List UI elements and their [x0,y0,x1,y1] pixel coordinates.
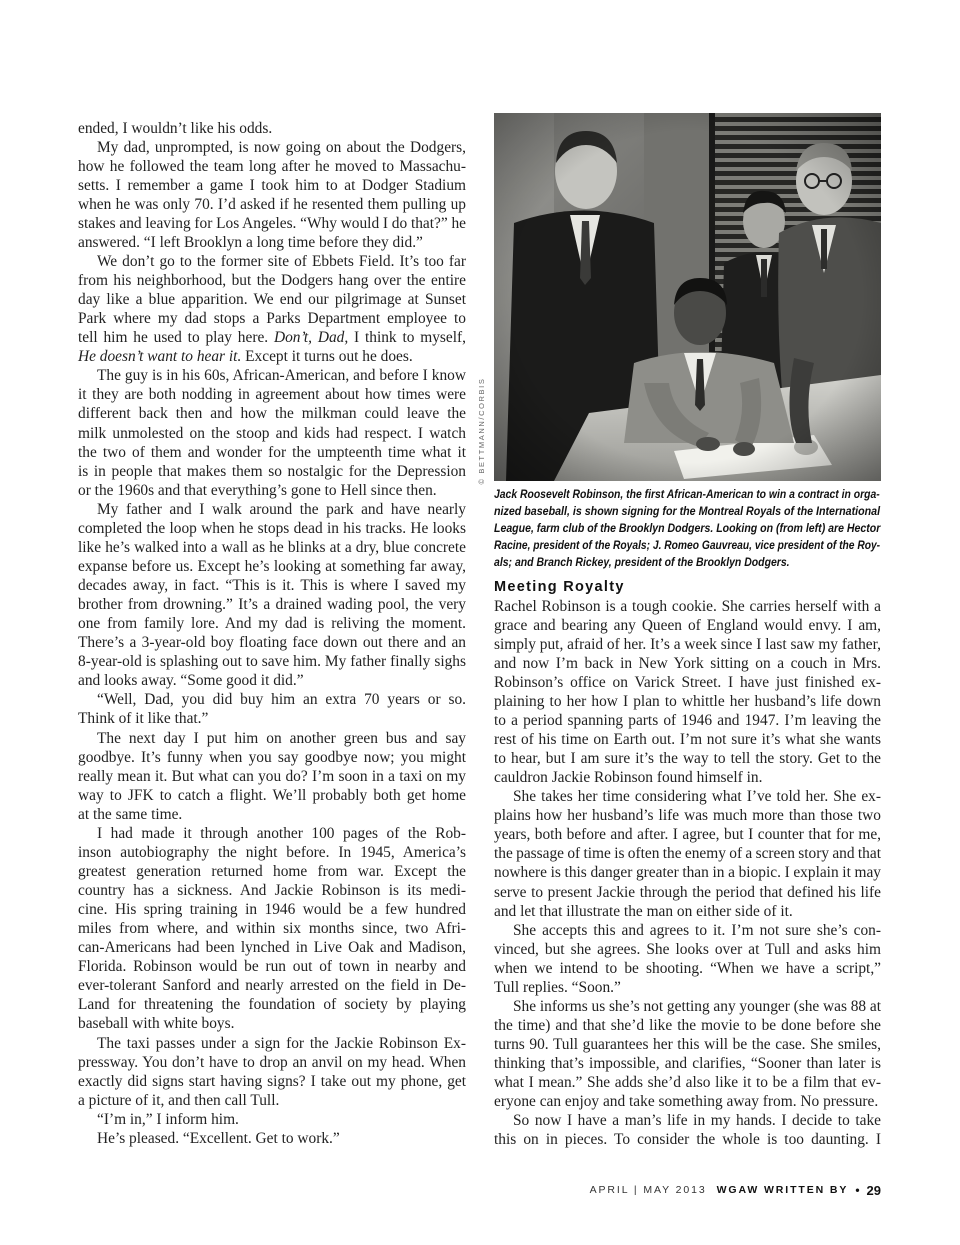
line-text: really mean it. But what can you do? I’m soon in a taxi on my [78,767,466,785]
line-text: country has a sickness. And Jackie Robinson is its medi- [78,882,466,899]
photo-robinson-contract-signing [494,113,881,481]
line-text: plaining to her how I plan to whittle her husband’s life down [494,692,881,710]
line-text: when we intend to be shooting. “When we have a script,” [494,959,881,977]
line-text: My father and I walk around the park and have nearly [97,500,466,518]
line-text: and let that illustrate the man on either side of it. [494,902,793,920]
text-line [78,709,466,728]
paragraph [78,500,466,691]
line-text: rest of his time on Earth out. I’m not sure it’s what she wants [494,731,881,748]
bullet-separator: • [855,1183,860,1197]
line-text: Tull replies. “Soon.” [494,978,621,996]
text-line [494,1073,881,1092]
text-line [78,214,466,233]
caption-text: Racine, president of the Royals; J. Romeo Gauvreau, vice president of the Roy- [494,537,881,552]
text-line [78,652,466,671]
left-column [78,119,466,1148]
text-line [78,633,466,652]
text-line [78,119,466,138]
caption-line [494,520,881,537]
line-text: Rachel Robinson is a tough cookie. She carries herself with a [494,597,881,615]
text-line [78,1091,466,1110]
text-line [78,671,466,690]
paragraph [78,366,466,499]
text-line [494,1111,881,1130]
line-text: Land for threatening the foundation of society by playing [78,996,466,1014]
text-line [78,729,466,748]
paragraph [78,1129,466,1148]
line-text: We don’t go to the former site of Ebbets Field. It’s too far [97,252,466,270]
line-text: or the 1960s and that everything’s gone to Hell since then. [78,481,437,499]
line-text [78,329,466,346]
text-line [78,481,466,500]
page-footer [590,1182,881,1198]
text-line [78,347,466,366]
issue-date: APRIL | MAY 2013 [589,1184,707,1196]
text-line [78,805,466,824]
text-line [494,806,881,825]
line-text: 8-year-old is splashing out to save him. My father finally sighs [78,653,466,671]
text-line [78,881,466,900]
paragraph [494,787,881,920]
caption-text: als; and Branch Rickey, president of the Brooklyn Dodgers. [494,554,790,569]
text-line [78,557,466,576]
text-line [78,786,466,805]
line-text: turns 90. Tull guarantees her this will be the case. She smiles, [494,1036,881,1053]
line-text: decades away, in fact. “This is it. This is where I saved my [78,577,466,594]
text-line [494,863,881,882]
text-line [494,940,881,959]
text-line [78,900,466,919]
italic-text: Don’t, Dad, [273,329,349,347]
line-text: ended, I wouldn’t like his odds. [78,119,273,137]
text-line [494,883,881,902]
text-line [78,385,466,404]
text-line [78,824,466,843]
text-line [494,730,881,749]
paragraph [78,252,466,366]
paragraph [78,729,466,824]
line-text: stakes and leaving for Los Angeles. “Why would I do that?” he [78,214,466,232]
line-text: different back then and how the milkman could leave the [78,405,466,423]
right-column-body [494,597,881,1150]
text-line [78,309,466,328]
line-text: He’s pleased. “Excellent. Get to work.” [97,1129,340,1147]
line-text: it they are both nodding in agreement about how times were [78,386,466,404]
text-line [78,404,466,423]
line-text: what I mean.” She adds she’d also like it to be a film that ev- [494,1074,881,1092]
page-number: 29 [866,1182,881,1198]
text-line [78,995,466,1014]
text-line [494,1130,881,1149]
line-text: eryone can enjoy and take something away from. No pressure. [494,1093,879,1111]
line-text: can-Americans had been lynched in Live Oak and Madison, [78,939,466,957]
line-text: to hear, but I am sure it’s the way to tell the story. Get to the [494,750,881,768]
line-text: The next day I put him on another green bus and say [97,729,466,747]
line-text: exactly did signs start having signs? I take out my phone, get [78,1072,466,1090]
line-text: milk unmolested on the stoop and kids had respect. I watch [78,424,466,442]
text-line [494,825,881,844]
line-text: So now I have a man’s life in my hands. I decide to take [513,1112,881,1130]
text-line [78,195,466,214]
text-line [494,1035,881,1054]
line-text: thinking that’s impossible, and clarifies, “Sooner than later is [494,1055,881,1073]
text-line [494,768,881,787]
text-line [78,862,466,881]
line-text: answered. “I left Brooklyn a long time before they did.” [78,233,423,251]
text-line [78,538,466,557]
line-text: Think of it like that.” [78,710,209,728]
line-text: My dad, unprompted, is now going on about the Dodgers, [97,138,466,156]
paragraph [78,138,466,252]
text-line [78,157,466,176]
text-line [494,1092,881,1111]
text-line [78,233,466,252]
line-text: from his neighborhood, but the Dodgers hang over the entire [78,272,466,289]
line-text: brother from drowning.” It’s a drained wading pool, the very [78,596,466,614]
text-line [78,748,466,767]
publication-name: WGAW WRITTEN BY [716,1184,849,1196]
line-text: the two of them and wonder for the umpteenth time what it [78,443,466,461]
text-line [494,844,881,863]
photo-credit: © BETTMANN/CORBIS [477,377,486,485]
line-text: a picture of it, and then call Tull. [78,1091,280,1109]
paragraph [78,1034,466,1110]
line-text: this on in pieces. To consider the whole is too daunting. I [494,1131,881,1149]
line-text: baseball with white boys. [78,1015,235,1033]
text-line [494,597,881,616]
line-text: The guy is in his 60s, African-American, and before I know [97,367,466,385]
text-line [494,616,881,635]
line-text: plains how her husband’s life was much more than those two [494,807,881,825]
paragraph [78,1110,466,1129]
paragraph [494,597,881,788]
line-text: There’s a 3-year-old boy floating face down out there and an [78,634,466,652]
text-line [494,673,881,692]
line-text: years, both before and after. I agree, but I counter that for me, [494,826,881,844]
text-line [78,1014,466,1033]
line-text: setts. I remember a game I took him to at Dodger Stadium [78,176,466,194]
caption-text: Jack Roosevelt Robinson, the first African-American to win a contract in orga- [494,486,880,501]
text-line [494,978,881,997]
text-line [494,1054,881,1073]
text-segment: tell him he used to play here. [78,329,274,347]
line-text: grace and bearing any Queen of England would envy. I am, [494,616,881,634]
paragraph [494,1111,881,1149]
text-line [78,290,466,309]
paragraph [78,119,466,138]
section-heading: Meeting Royalty [494,578,625,595]
text-line [78,614,466,633]
text-line [494,711,881,730]
right-column [494,578,881,1150]
text-line [78,1129,466,1148]
text-line [78,767,466,786]
text-line [78,1053,466,1072]
line-text: pressway. You don’t have to drop an anvil on my head. When [78,1053,466,1071]
line-text: “I’m in,” I inform him. [97,1110,239,1128]
caption-line [494,486,881,503]
text-line [494,959,881,978]
text-line [78,843,466,862]
line-text: “Well, Dad, you did buy him an extra 70 years or so. [97,691,466,709]
text-line [78,424,466,443]
line-text: She takes her time considering what I’ve told her. She ex- [513,788,881,806]
line-text: cine. His spring training in 1946 would be a few hundred [78,901,466,919]
text-line [494,787,881,806]
text-line [78,576,466,595]
line-text: one from family lore. And my dad is reliving the moment. [78,615,466,633]
line-text: way to JFK to catch a flight. We’ll probably both get home [78,786,466,804]
line-text: cauldron Jackie Robinson found himself in. [494,769,763,787]
line-text: the passage of time is often the enemy of a screen story and that [494,845,881,863]
line-text: The taxi passes under a sign for the Jackie Robinson Ex- [97,1034,466,1052]
line-text: She accepts this and agrees to it. I’m not sure she’s con- [513,921,881,939]
text-line [78,462,466,481]
line-text [78,348,413,365]
text-line [78,976,466,995]
line-text: and now I’m back in New York sitting on a couch in Mrs. [494,654,881,672]
text-line [78,595,466,614]
text-line [78,957,466,976]
caption-text: League, farm club of the Brooklyn Dodgers. Looking on (from left) are Hector [494,520,881,535]
text-line [494,692,881,711]
text-line [78,1110,466,1129]
line-text: greatest generation returned home from war. Except the [78,862,466,880]
caption-line [494,503,881,520]
line-text: how he followed the team long after he moved to Massachu- [78,157,466,175]
text-line [78,138,466,157]
text-line [78,176,466,195]
text-segment: I think to myself, [348,329,466,347]
text-line [78,919,466,938]
text-line [494,635,881,654]
line-text: Florida. Robinson would be run out of town in nearby and [78,958,466,976]
paragraph [494,997,881,1111]
paragraph [494,921,881,997]
line-text: and looks away. “Some good it did.” [78,672,304,690]
line-text: goodbye. It’s funny when you say goodbye now; you might [78,748,466,766]
text-line [494,749,881,768]
line-text: vinced, but she agrees. She looks over at Tull and asks him [494,940,881,958]
paragraph [78,690,466,728]
text-line [78,519,466,538]
text-line [494,921,881,940]
line-text: serve to present Jackie through the period that defined his life [494,883,881,901]
text-line [78,690,466,709]
text-line [494,997,881,1016]
line-text: is in people that makes them so nostalgic for the Depression [78,462,466,480]
line-text: at the same time. [78,805,183,823]
line-text: nowhere is this danger greater than in a biopic. I explain it may [494,864,881,882]
line-text: Park where my dad stops a Parks Department employee to [78,310,466,328]
line-text: completed the loop when he stops dead in his tracks. He looks [78,519,466,537]
photo-caption [494,486,881,571]
text-line [78,500,466,519]
line-text: like he’s walked into a wall as he blinks at a dry, blue concrete [78,538,466,556]
paragraph [78,824,466,1034]
line-text: ever-tolerant Sanford and nearly arrested on the field in De- [78,977,466,995]
text-line [494,1016,881,1035]
photo-image [494,113,881,481]
text-line [78,328,466,347]
italic-text: He doesn’t want to hear it. [78,348,242,366]
caption-line [494,554,881,571]
caption-text: nized baseball, is shown signing for the Montreal Royals of the International [494,503,881,518]
text-line [78,1072,466,1091]
line-text: She informs us she’s not getting any younger (she was 88 at [513,997,881,1015]
text-line [78,366,466,385]
line-text: inson autobiography the night before. In 1945, America’s [78,843,466,861]
text-line [78,271,466,290]
line-text: to a period spanning parts of 1946 and 1947. I’m leaving the [494,711,881,729]
caption-line [494,537,881,554]
line-text: Robinson’s office on Varick Street. I have just finished ex- [494,673,881,691]
line-text: miles from where, and within six months since, two Afri- [78,920,466,938]
line-text: simply put, afraid of her. It’s a week since I last saw my father, [494,635,881,653]
line-text: I had made it through another 100 pages of the Rob- [97,824,466,842]
text-segment: Except it turns out he does. [241,348,413,366]
line-text: day like a blue apparition. We end our pilgrimage at Sunset [78,291,466,309]
text-line [494,902,881,921]
text-line [78,1034,466,1053]
line-text: the time) and that she’d like the movie to be done before she [494,1016,881,1034]
text-line [78,443,466,462]
text-line [494,654,881,673]
text-line [78,252,466,271]
line-text: when he was only 70. I’d asked if he resented them pulling up [78,195,466,213]
line-text: expanse before us. Except he’s looking at something far away, [78,557,466,575]
text-line [78,938,466,957]
